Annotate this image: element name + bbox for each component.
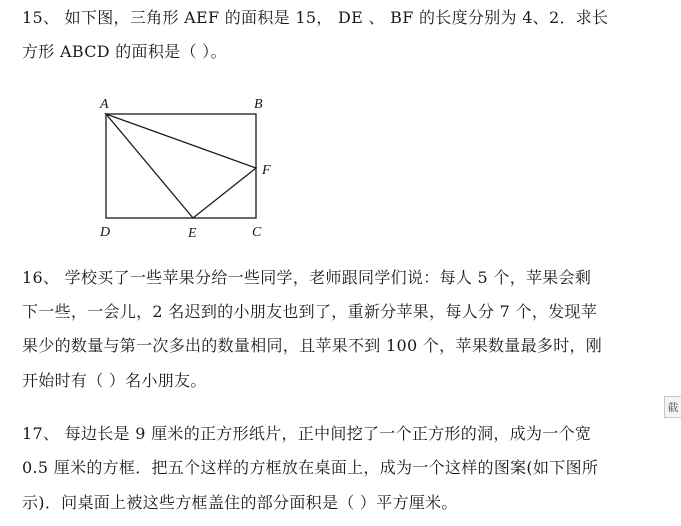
label-d: D [100,225,111,240]
problem-15-line-2: 方形 ABCD 的面积是（ ）。 [22,42,227,61]
label-a: A [100,97,109,112]
problem-16-line-1: 16、 学校买了一些苹果分给一些同学，老师跟同学们说：每人 5 个，苹果会剩 [22,268,592,287]
label-b: B [254,97,263,112]
triangle-aef [106,114,256,218]
problem-16-line-3: 果少的数量与第一次多出的数量相同，且苹果不到 100 个，苹果数量最多时，刚 [22,336,603,355]
problem-15-line-1: 15、 如下图，三角形 AEF 的面积是 15， DE 、 BF 的长度分别为 4、2．求长 [22,8,609,27]
label-c: C [252,225,262,240]
screenshot-side-tab[interactable]: 截 [664,396,681,418]
rectangle-abcd-figure [96,94,276,244]
problem-17-line-3: 示)．问桌面上被这些方框盖住的部分面积是（ ）平方厘米。 [22,493,458,512]
problem-16-line-2: 下一些，一会儿，2 名迟到的小朋友也到了，重新分苹果，每人分 7 个，发现苹 [22,302,598,321]
problem-17-line-1: 17、 每边长是 9 厘米的正方形纸片，正中间挖了一个正方形的洞，成为一个宽 [22,424,592,443]
problem-16-line-4: 开始时有（ ）名小朋友。 [22,371,207,390]
problem-17-line-2: 0.5 厘米的方框．把五个这样的方框放在桌面上，成为一个这样的图案(如下图所 [22,458,599,477]
label-e: E [188,226,197,241]
rectangle-abcd [106,114,256,218]
label-f: F [262,163,271,178]
